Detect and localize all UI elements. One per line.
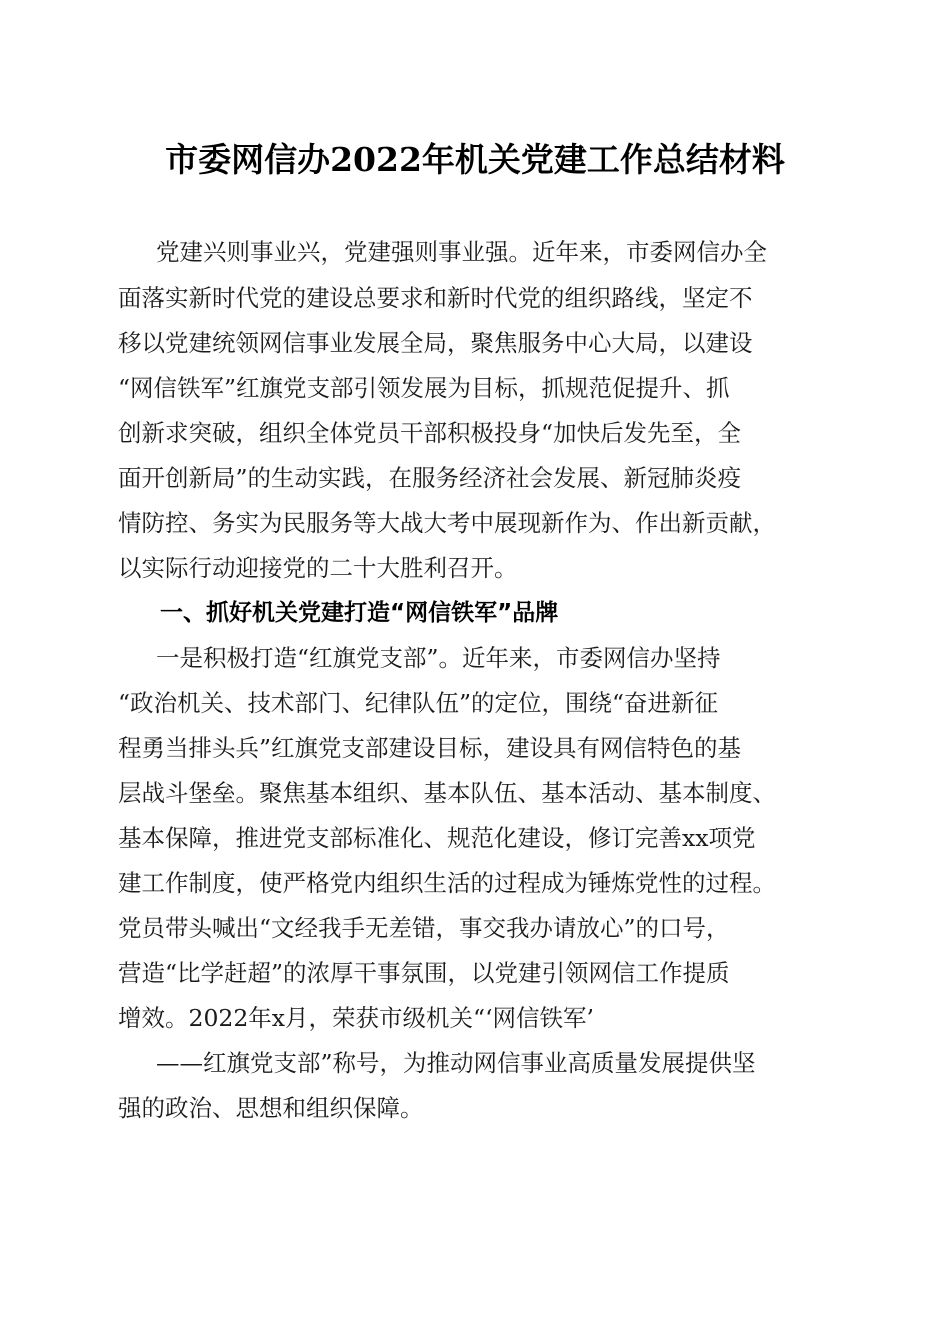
paragraph-line: ——红旗党支部”称号，为推动网信事业高质量发展提供坚 — [156, 1049, 756, 1077]
paragraph-line: 以实际行动迎接党的二十大胜利召开。 — [118, 554, 518, 582]
paragraph-line: “网信铁军”红旗党支部引领发展为目标，抓规范促提升、抓 — [118, 374, 730, 402]
paragraph-line: 层战斗堡垒。聚焦基本组织、基本队伍、基本活动、基本制度、 — [118, 779, 776, 807]
paragraph-line: “政治机关、技术部门、纪律队伍”的定位，围绕“奋进新征 — [118, 689, 719, 717]
section-heading: 一、抓好机关党建打造“网信铁军”品牌 — [160, 600, 559, 626]
paragraph-line: 建工作制度，使严格党内组织生活的过程成为锤炼党性的过程。 — [118, 869, 776, 897]
document-title: 市委网信办2022年机关党建工作总结材料 — [165, 140, 785, 179]
paragraph-line: 情防控、务实为民服务等大战大考中展现新作为、作出新贡献， — [118, 509, 776, 537]
paragraph-line: 面开创新局”的生动实践，在服务经济社会发展、新冠肺炎疫 — [118, 464, 742, 492]
paragraph-line: 程勇当排头兵”红旗党支部建设目标，建设具有网信特色的基 — [118, 734, 742, 762]
paragraph-line: 营造“比学赶超”的浓厚干事氛围，以党建引领网信工作提质 — [118, 959, 730, 987]
paragraph-line: 党员带头喊出“文经我手无差错，事交我办请放心”的口号， — [118, 914, 730, 942]
paragraph-line: 党建兴则事业兴，党建强则事业强。近年来，市委网信办全 — [156, 238, 767, 266]
paragraph-line: 一是积极打造“红旗党支部”。近年来，市委网信办坚持 — [156, 644, 721, 672]
paragraph-line: 强的政治、思想和组织保障。 — [118, 1094, 424, 1122]
paragraph-line: 基本保障，推进党支部标准化、规范化建设，修订完善xx项党 — [118, 824, 756, 852]
paragraph-line: 移以党建统领网信事业发展全局，聚焦服务中心大局，以建设 — [118, 329, 753, 357]
paragraph-line: 增效。2022年x月，荣获市级机关“‘网信铁军’ — [118, 1004, 595, 1032]
paragraph-line: 面落实新时代党的建设总要求和新时代党的组织路线，坚定不 — [118, 284, 753, 312]
paragraph-line: 创新求突破，组织全体党员干部积极投身“加快后发先至，全 — [118, 419, 742, 447]
